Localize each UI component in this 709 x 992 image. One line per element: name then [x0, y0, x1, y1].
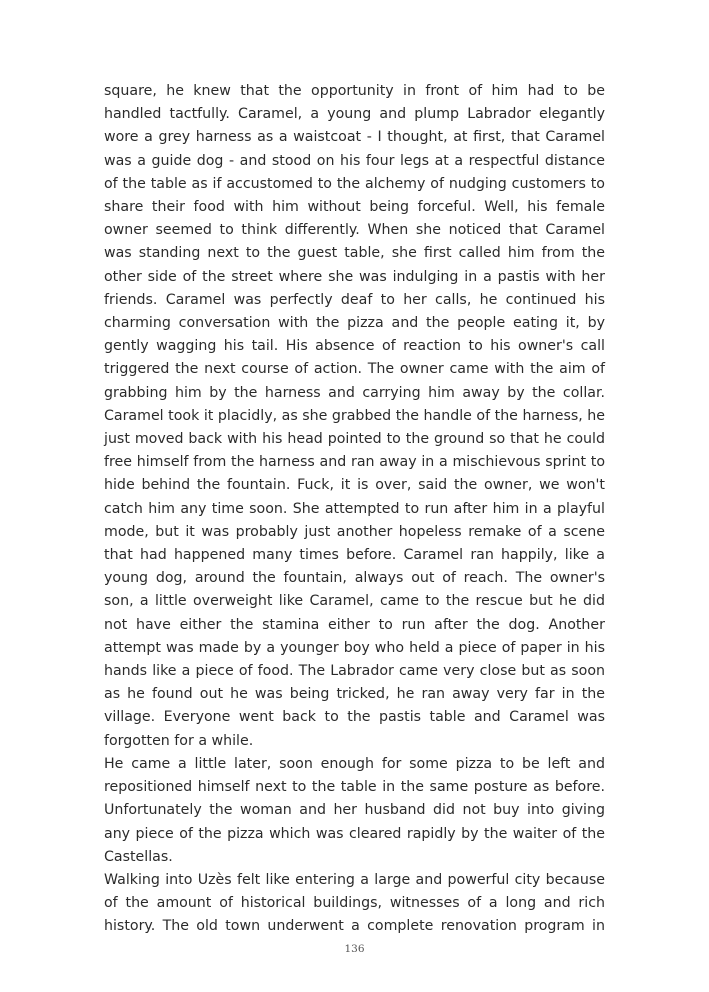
paragraph-caramel: square, he knew that the opportunity in front of him had to be handled tactfully. Caramel, a young and plump Labrador elegantly wore a grey harness as a waistcoat - I thought, at first, that Caramel was a guide dog - and stood on his four legs at a respectful distance of the table as if accustomed to the alchemy of nudging customers to share their food with him without being forceful. Well, his female owner seemed to think differently. When she noticed that Caramel was standing next to the guest table, she first called him from the other side of the street where she was indulging in a pastis with her friends. Caramel was perfectly deaf to her calls, he continued his charming conversation with the pizza and the people eating it, by gently wagging his tail. His absence of reaction to his owner's call triggered the next course of action. The owner came with the aim of grabbing him by the harness and carrying him away by the collar. Caramel took it placidly, as she grabbed the handle of the harness, he just moved back with his head pointed to the ground so that he could free himself from the harness and ran away in a mischievous sprint to hide behind the fountain. Fuck, it is over, said the owner, we won't catch him any time soon. She attempted to run after him in a playful mode, but it was probably just another hopeless remake of a scene that had happened many times before. Caramel ran happily, like a young dog, around the fountain, always out of reach. The owner's son, a little overweight like Caramel, came to the rescue but he did not have either the stamina either to run after the dog. Another attempt was made by a younger boy who held a piece of paper in his hands like a piece of food. The Labrador came very close but as soon as he found out he was being tricked, he ran away very far in the village. Everyone went back to the pastis table and Caramel was forgotten for a while. [104, 83, 605, 749]
paragraph-pizza: He came a little later, soon enough for some pizza to be left and repositioned himself next to the table in the same posture as before. Unfortunately the woman and her husband did not buy into giving any piece of the pizza which was cleared rapidly by the waiter of the Castellas. [104, 755, 605, 865]
paragraph-uzes: Walking into Uzès felt like entering a large and powerful city because of the amount of historical buildings, witnesses of a long and rich history. The old town underwent a complete renovation program in [104, 871, 605, 935]
page-number: 136 [344, 943, 365, 955]
body-text [104, 80, 605, 939]
